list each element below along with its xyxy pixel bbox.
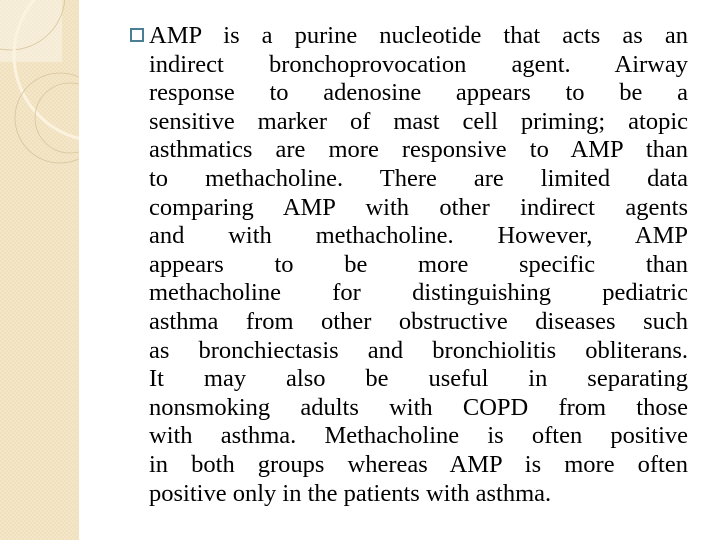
text-line: as bronchiectasis and bronchiolitis obliterans. [149, 336, 688, 364]
text-line: response to adenosine appears to be a [149, 79, 688, 107]
text-line: It may also be useful in separating [149, 365, 688, 393]
decorative-circles-icon [0, 0, 79, 540]
bullet-paragraph [130, 22, 688, 508]
text-line: in both groups whereas AMP is more often [149, 450, 688, 478]
text-line: with asthma. Methacholine is often positive [149, 422, 688, 450]
decorative-side-panel [0, 0, 79, 540]
text-line: indirect bronchoprovocation agent. Airway [149, 50, 688, 78]
square-bullet-icon [130, 28, 144, 42]
text-line: positive only in the patients with asthma. [149, 479, 552, 507]
text-line: nonsmoking adults with COPD from those [149, 393, 688, 421]
text-line: to methacholine. There are limited data [149, 164, 688, 192]
text-line: asthma from other obstructive diseases such [149, 307, 688, 335]
text-line: comparing AMP with other indirect agents [149, 193, 688, 221]
text-line: appears to be more specific than [149, 250, 688, 278]
slide-body [130, 22, 688, 508]
text-line: and with methacholine. However, AMP [149, 222, 688, 250]
text-line: sensitive marker of mast cell priming; atopic [149, 107, 688, 135]
text-line: methacholine for distinguishing pediatric [149, 279, 688, 307]
text-line: asthmatics are more responsive to AMP than [149, 136, 688, 164]
text-line: AMP is a purine nucleotide that acts as an [149, 22, 688, 49]
